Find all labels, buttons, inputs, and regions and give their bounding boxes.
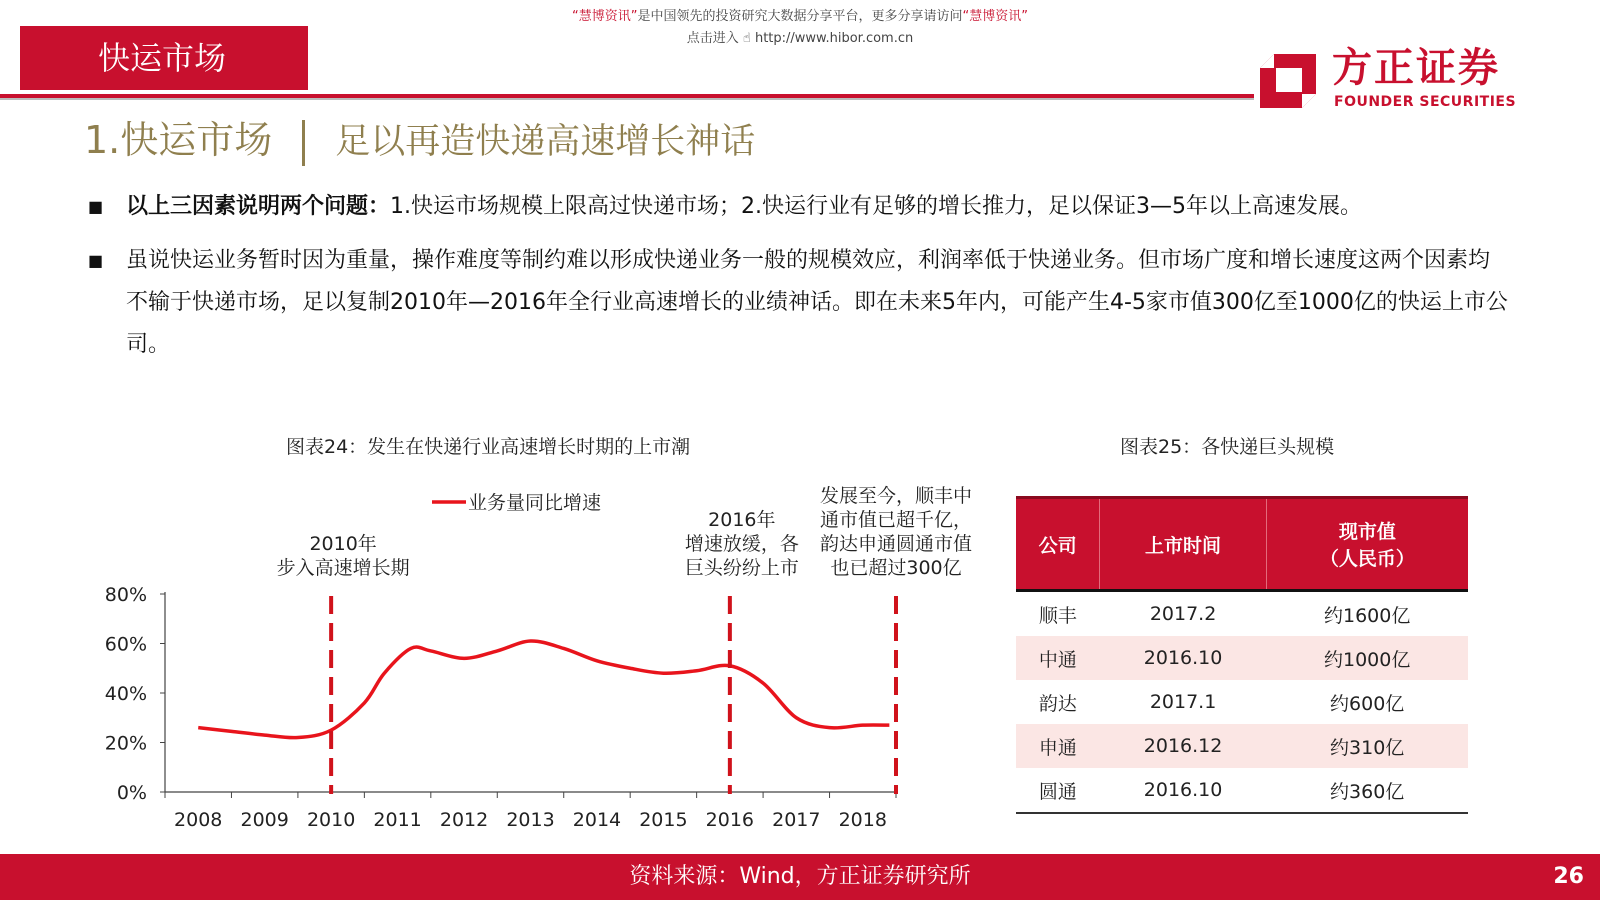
chart-caption: 图表24：发生在快递行业高速增长时期的上市潮 [286, 436, 691, 458]
marker-label: 通市值已超千亿， [819, 509, 973, 531]
bullet-bold: 以上三因素说明两个问题： [126, 194, 391, 219]
cell-date: 2017.1 [1149, 691, 1217, 713]
pointer-hand-icon: ☝ [742, 31, 751, 46]
banner-brand-2: “慧博资讯” [962, 9, 1028, 24]
x-tick-label: 2015 [639, 809, 688, 831]
cell-date: 2016.12 [1100, 724, 1267, 768]
x-tick-label: 2010 [306, 809, 356, 831]
x-tick-label: 2011 [373, 809, 422, 831]
section-tag: 快运市场 [20, 26, 308, 90]
x-tick-label: 2009 [240, 809, 289, 831]
y-tick-label: 80% [104, 584, 147, 606]
title-sub: 足以再造快递高速增长神话 [335, 122, 756, 162]
cell-date: 2017.2 [1149, 603, 1217, 625]
marker-label: 增速放缓，各 [684, 533, 799, 555]
legend-label: 业务量同比增速 [468, 492, 602, 514]
bullet-square-icon: ■ [88, 197, 104, 216]
cell-cap: 约360亿 [1266, 768, 1468, 813]
banner-url-link[interactable]: http://www.hibor.com.cn [754, 31, 914, 46]
series-line [198, 641, 889, 738]
x-tick-label: 2014 [572, 809, 622, 831]
table-row [1016, 768, 1468, 813]
logo-en-text: FOUNDER SECURITIES [1334, 94, 1517, 110]
courier-scale-table [1016, 496, 1468, 814]
marker-label: 也已超过300亿 [830, 557, 962, 579]
header-company: 公司 [1016, 498, 1100, 591]
x-tick-label: 2018 [838, 809, 887, 831]
founder-logo [1258, 44, 1518, 116]
cell-company: 顺丰 [1038, 604, 1077, 627]
header-listing-date: 上市时间 [1100, 498, 1267, 591]
marker-label: 步入高速增长期 [276, 557, 410, 579]
table-row [1016, 724, 1468, 768]
bullet-text: 虽说快运业务暂时因为重量，操作难度等制约难以形成快递业务一般的规模效应，利润率低于快递业务。但市场广度和增长速度这两个因素均不输于快递市场，足以复制2010年—2016年全行业高速增长的业绩神话。即在未来5年内，可能产生4-5家市值300亿至1000亿的快运上市公司。 [126, 248, 1508, 357]
marker-label: 巨头纷纷上市 [684, 557, 799, 579]
cell-cap: 约1000亿 [1266, 636, 1468, 680]
page-number: 26 [1553, 864, 1584, 889]
marker-label: 2016年 [708, 509, 776, 531]
x-tick-label: 2016 [705, 809, 755, 831]
table-row [1016, 680, 1468, 724]
cell-company: 申通 [1016, 724, 1100, 768]
header-market-cap [1266, 498, 1468, 591]
cell-company: 韵达 [1038, 692, 1077, 715]
footer-bar [0, 854, 1600, 900]
cell-cap: 约600亿 [1330, 692, 1405, 715]
table-caption: 图表25：各快递巨头规模 [1120, 436, 1335, 458]
x-tick-label: 2013 [506, 809, 555, 831]
marker-label: 韵达申通圆通市值 [819, 533, 973, 555]
bullet-text: 1.快运市场规模上限高过快递市场；2.快运行业有足够的增长推力，足以保证3—5年以上高速发展。 [390, 194, 1362, 219]
cell-company: 中通 [1016, 636, 1100, 680]
y-tick-label: 0% [116, 782, 147, 804]
header-market-cap-line2: （人民币） [1319, 548, 1415, 570]
y-tick-label: 20% [104, 732, 147, 755]
logo-cn-text: 方正证券 [1332, 45, 1500, 91]
table-row [1016, 591, 1468, 637]
marker-label: 2010年 [309, 533, 377, 555]
title-main: 1.快运市场 [84, 118, 273, 162]
cell-cap: 约1600亿 [1324, 604, 1411, 627]
x-tick-label: 2017 [772, 809, 821, 831]
banner-link-label: 点击进入 [686, 31, 739, 46]
footer-source: 资料来源：Wind，方正证券研究所 [629, 864, 971, 889]
bullet-square-icon: ■ [88, 251, 104, 270]
header-market-cap-line1: 现市值 [1338, 521, 1396, 543]
x-tick-label: 2012 [439, 809, 489, 831]
cell-date: 2016.10 [1100, 636, 1267, 680]
cell-date: 2016.10 [1100, 768, 1267, 813]
cell-company: 圆通 [1016, 768, 1100, 813]
marker-label: 发展至今，顺丰中 [819, 485, 973, 507]
y-tick-label: 40% [104, 683, 147, 705]
table-row [1016, 636, 1468, 680]
founder-logo-icon [1258, 50, 1318, 110]
banner-text: 是中国领先的投资研究大数据分享平台，更多分享请访问 [637, 9, 963, 24]
cell-cap: 约310亿 [1266, 724, 1468, 768]
y-tick-label: 60% [104, 633, 147, 656]
banner-brand: “慧博资讯” [572, 9, 638, 24]
x-tick-label: 2008 [174, 809, 223, 831]
